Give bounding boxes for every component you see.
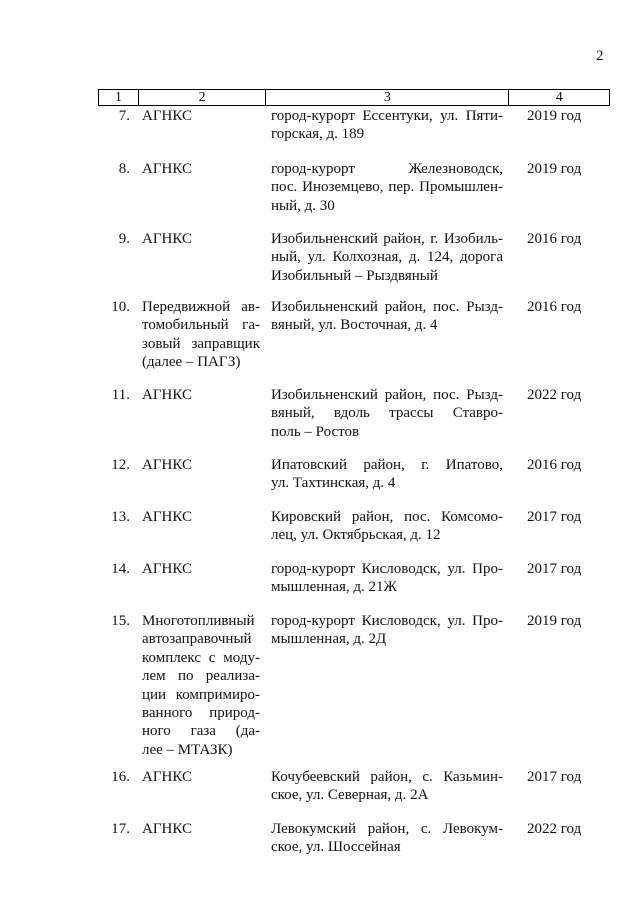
address-line: Изобильненский район, пос. Рызд- (271, 299, 503, 315)
address-line: город-курорт Кисловодск, ул. Про- (271, 561, 503, 577)
object-name (142, 820, 260, 838)
address-line: мышленная, д. 21Ж (271, 579, 397, 596)
year: 2022 год (527, 821, 582, 837)
object-name (142, 456, 260, 474)
year: 2019 год (527, 161, 582, 177)
object-name (142, 298, 260, 372)
object-name-line: лее – МТАЗК) (142, 741, 233, 758)
object-name-line: АГНКС (142, 769, 192, 785)
address-line: ул. Тахтинская, д. 4 (271, 475, 396, 492)
address-line: мышленная, д. 2Д (271, 631, 387, 648)
object-name-line: автозаправочный (142, 631, 252, 648)
address (271, 508, 503, 545)
header-col-1: 1 (99, 90, 139, 105)
object-name-line: ного газа (да- (142, 723, 260, 740)
address (271, 820, 503, 857)
object-name (142, 107, 260, 125)
object-name-line: АГНКС (142, 387, 192, 403)
address (271, 768, 503, 805)
year: 2016 год (527, 457, 582, 473)
address-line: город-курорт Ессентуки, ул. Пяти- (271, 108, 503, 124)
object-name-line: АГНКС (142, 457, 192, 473)
address (271, 612, 503, 649)
object-name-line: комплекс с моду- (142, 649, 260, 666)
address-line: ный, д. 30 (271, 197, 335, 214)
address (271, 160, 503, 215)
address (271, 560, 503, 597)
row-number: 9. (118, 231, 130, 247)
address (271, 230, 503, 285)
object-name-line: лем по реализа- (142, 668, 260, 685)
address (271, 107, 503, 144)
address-line: Кировский район, пос. Комсомо- (271, 509, 503, 525)
header-col-4: 4 (555, 89, 563, 105)
year: 2017 год (527, 561, 582, 577)
row-number: 12. (111, 457, 130, 473)
address-line: Изобильный – Рыздвяный (271, 267, 438, 284)
address-line: горская, д. 189 (271, 126, 365, 143)
object-name (142, 560, 260, 578)
object-name-line: АГНКС (142, 509, 192, 525)
object-name (142, 230, 260, 248)
address-line: ское, ул. Северная, д. 2А (271, 787, 429, 804)
year: 2017 год (527, 769, 582, 785)
year: 2019 год (527, 108, 582, 124)
row-number: 14. (111, 561, 130, 577)
object-name-line: томобильный га- (142, 317, 260, 334)
object-name-line: Многотопливный (142, 613, 255, 629)
row-number: 17. (111, 821, 130, 837)
object-name-line: (далее – ПАГЗ) (142, 354, 241, 371)
address-line: Изобильненский район, пос. Рызд- (271, 387, 503, 403)
object-name-line: ванного природ- (142, 705, 260, 722)
object-name (142, 160, 260, 178)
address-line: вяный, вдоль трассы Ставро- (271, 405, 503, 422)
object-name-line: АГНКС (142, 561, 192, 577)
address-line: Левокумский район, с. Левокум- (271, 821, 503, 837)
year: 2019 год (527, 613, 582, 629)
object-name-line: зовый заправщик (142, 335, 260, 352)
row-number: 11. (111, 387, 130, 403)
year: 2017 год (527, 509, 582, 525)
object-name-line: АГНКС (142, 821, 192, 837)
object-name-line: Передвижной ав- (142, 299, 260, 315)
address (271, 456, 503, 493)
object-name (142, 768, 260, 786)
object-name-line: АГНКС (142, 108, 192, 124)
address-line: лец, ул. Октябрьская, д. 12 (271, 527, 441, 544)
address (271, 386, 503, 441)
object-name (142, 386, 260, 404)
address-line: Кочубеевский район, с. Казьмин- (271, 769, 503, 785)
object-name-line: АГНКС (142, 231, 192, 247)
address-line: Ипатовский район, г. Ипатово, (271, 457, 503, 473)
year: 2016 год (527, 299, 582, 315)
row-number: 16. (111, 769, 130, 785)
object-name-line: АГНКС (142, 161, 192, 177)
address-line: поль – Ростов (271, 423, 360, 440)
object-name (142, 508, 260, 526)
year: 2022 год (527, 387, 582, 403)
address-line: город-курорт Железноводск, (271, 161, 503, 177)
row-number: 15. (111, 613, 130, 629)
address-line: пос. Иноземцево, пер. Промышлен- (271, 179, 503, 196)
row-number: 10. (111, 299, 130, 315)
address-line: Изобильненский район, г. Изобиль- (271, 231, 503, 247)
table-header (98, 89, 610, 106)
page-number: 2 (596, 48, 604, 64)
address (271, 298, 503, 335)
address-line: ный, ул. Колхозная, д. 124, дорога (271, 249, 503, 266)
header-col-2: 2 (139, 90, 267, 105)
address-line: вяный, ул. Восточная, д. 4 (271, 317, 438, 334)
address-line: город-курорт Кисловодск, ул. Про- (271, 613, 503, 629)
year: 2016 год (527, 231, 582, 247)
row-number: 7. (118, 108, 130, 124)
header-col-3: 3 (266, 90, 509, 105)
object-name-line: ции компримиро- (142, 686, 260, 703)
address-line: ское, ул. Шоссейная (271, 839, 401, 856)
row-number: 13. (111, 509, 130, 525)
object-name (142, 612, 260, 759)
row-number: 8. (118, 161, 130, 177)
